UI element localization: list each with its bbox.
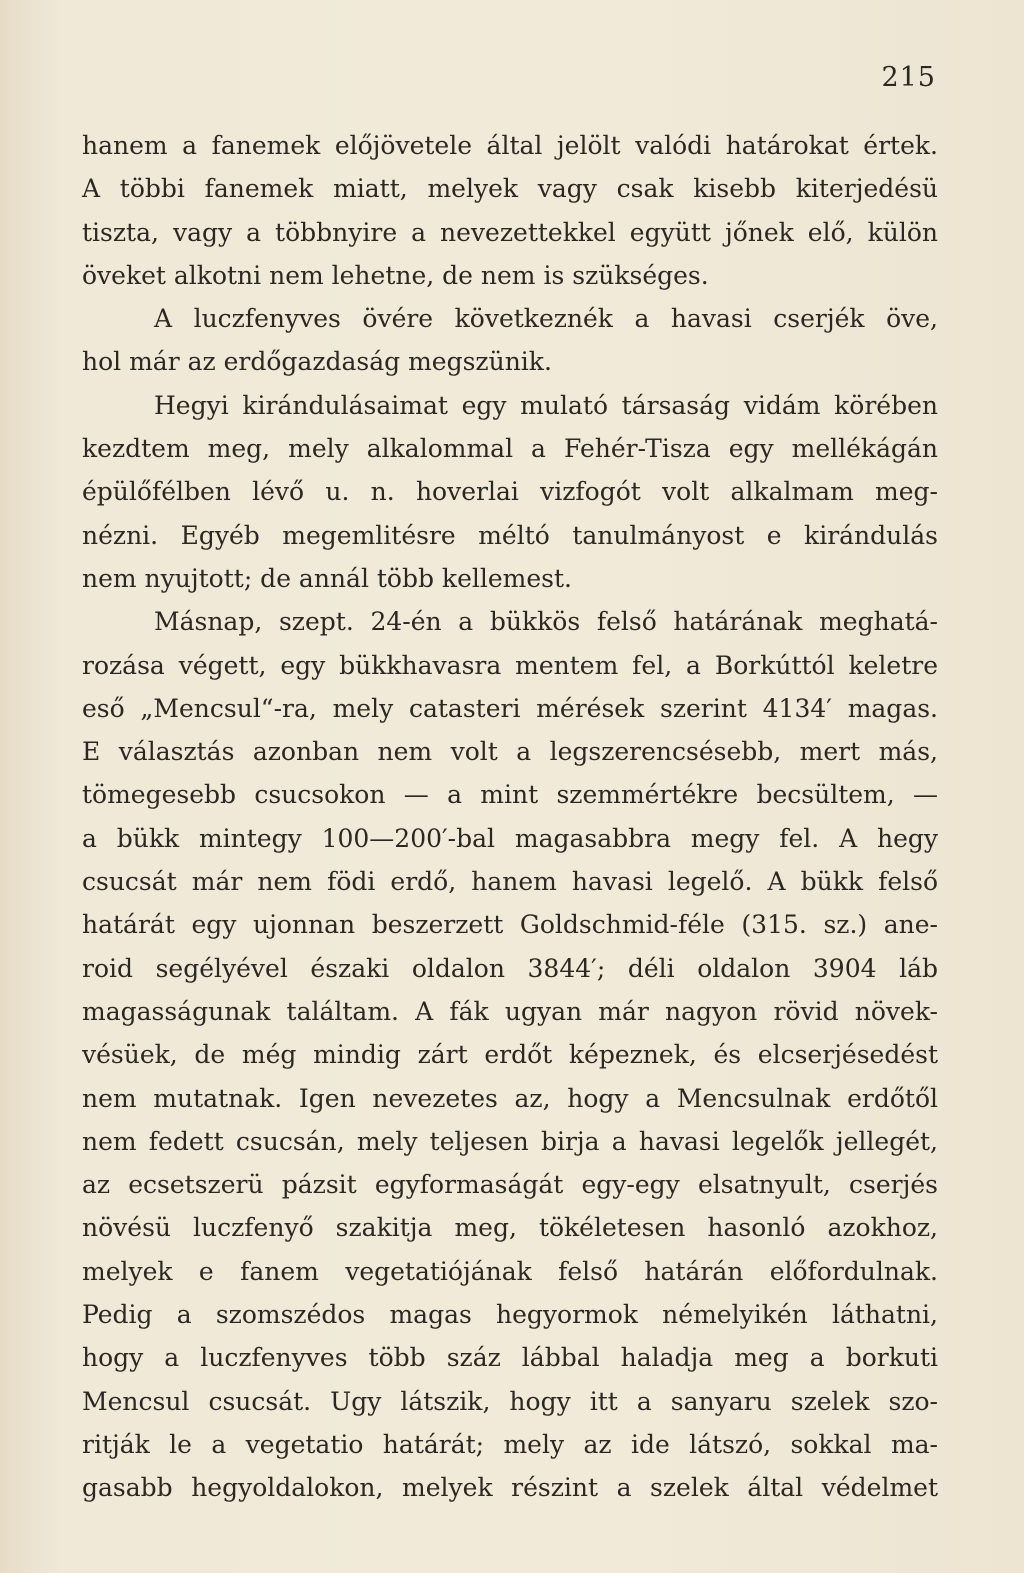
text-line: a bükk mintegy 100—200′-bal magasabbra megy fel. A hegy bbox=[82, 823, 938, 853]
text-line: eső „Mencsul“-ra, mely catasteri mérések szerint 4134′ magas. bbox=[82, 693, 938, 723]
text-line: tiszta, vagy a többnyire a nevezettekkel együtt jőnek elő, külön bbox=[82, 217, 938, 247]
body-text bbox=[82, 124, 938, 1510]
text-line: A többi fanemek miatt, melyek vagy csak kisebb kiterjedésü bbox=[82, 174, 938, 204]
text-line: csucsát már nem födi erdő, hanem havasi legelő. A bükk felső bbox=[82, 867, 938, 897]
text-line: Másnap, szept. 24-én a bükkös felső határának meghatá- bbox=[154, 607, 938, 637]
text-line: kezdtem meg, mely alkalommal a Fehér-Tisza egy mellékágán bbox=[82, 434, 938, 464]
text-line: roid segélyével északi oldalon 3844′; déli oldalon 3904 láb bbox=[82, 953, 938, 983]
text-line: Mencsul csucsát. Ugy látszik, hogy itt a sanyaru szelek szo- bbox=[82, 1386, 938, 1416]
text-line: melyek e fanem vegetatiójának felső határán előfordulnak. bbox=[82, 1256, 938, 1286]
text-line: hogy a luczfenyves több száz lábbal haladja meg a borkuti bbox=[82, 1343, 938, 1373]
text-line: ritják le a vegetatio határát; mely az ide látszó, sokkal ma- bbox=[82, 1429, 938, 1459]
text-line: nem mutatnak. Igen nevezetes az, hogy a Mencsulnak erdőtől bbox=[82, 1083, 938, 1113]
text-line: nézni. Egyéb megemlitésre méltó tanulmányost e kirándulás bbox=[82, 520, 938, 550]
text-line: magasságunak találtam. A fák ugyan már nagyon rövid növek- bbox=[82, 996, 938, 1026]
text-line: nem nyujtott; de annál több kellemest. bbox=[82, 563, 572, 593]
text-line: határát egy ujonnan beszerzett Goldschmid-féle (315. sz.) ane- bbox=[82, 910, 938, 940]
text-line: növésü luczfenyő szakitja meg, tökéletesen hasonló azokhoz, bbox=[82, 1213, 938, 1243]
text-line: öveket alkotni nem lehetne, de nem is szükséges. bbox=[82, 260, 709, 290]
text-line: hol már az erdőgazdaság megszünik. bbox=[82, 347, 552, 377]
text-line: hanem a fanemek előjövetele által jelölt valódi határokat értek. bbox=[82, 131, 938, 160]
text-line: épülőfélben lévő u. n. hoverlai vizfogót volt alkalmam meg- bbox=[82, 477, 938, 507]
text-line: az ecsetszerü pázsit egyformaságát egy-egy elsatnyult, cserjés bbox=[82, 1170, 938, 1200]
text-line: E választás azonban nem volt a legszerencsésebb, mert más, bbox=[82, 737, 938, 767]
text-line: tömegesebb csucsokon — a mint szemmértékre becsültem, — bbox=[82, 780, 938, 810]
text-line: Hegyi kirándulásaimat egy mulató társaság vidám körében bbox=[154, 390, 938, 420]
text-line: A luczfenyves övére következnék a havasi cserjék öve, bbox=[154, 304, 938, 334]
text-line: gasabb hegyoldalokon, melyek részint a szelek által védelmet bbox=[82, 1473, 938, 1503]
page-number: 215 bbox=[881, 62, 936, 93]
text-line: vésüek, de még mindig zárt erdőt képeznek, és elcserjésedést bbox=[82, 1040, 938, 1070]
text-line: rozása végett, egy bükkhavasra mentem fel, a Borkúttól keletre bbox=[82, 650, 938, 680]
text-line: Pedig a szomszédos magas hegyormok némelyikén láthatni, bbox=[82, 1300, 938, 1330]
text-line: nem fedett csucsán, mely teljesen birja a havasi legelők jellegét, bbox=[82, 1126, 938, 1156]
